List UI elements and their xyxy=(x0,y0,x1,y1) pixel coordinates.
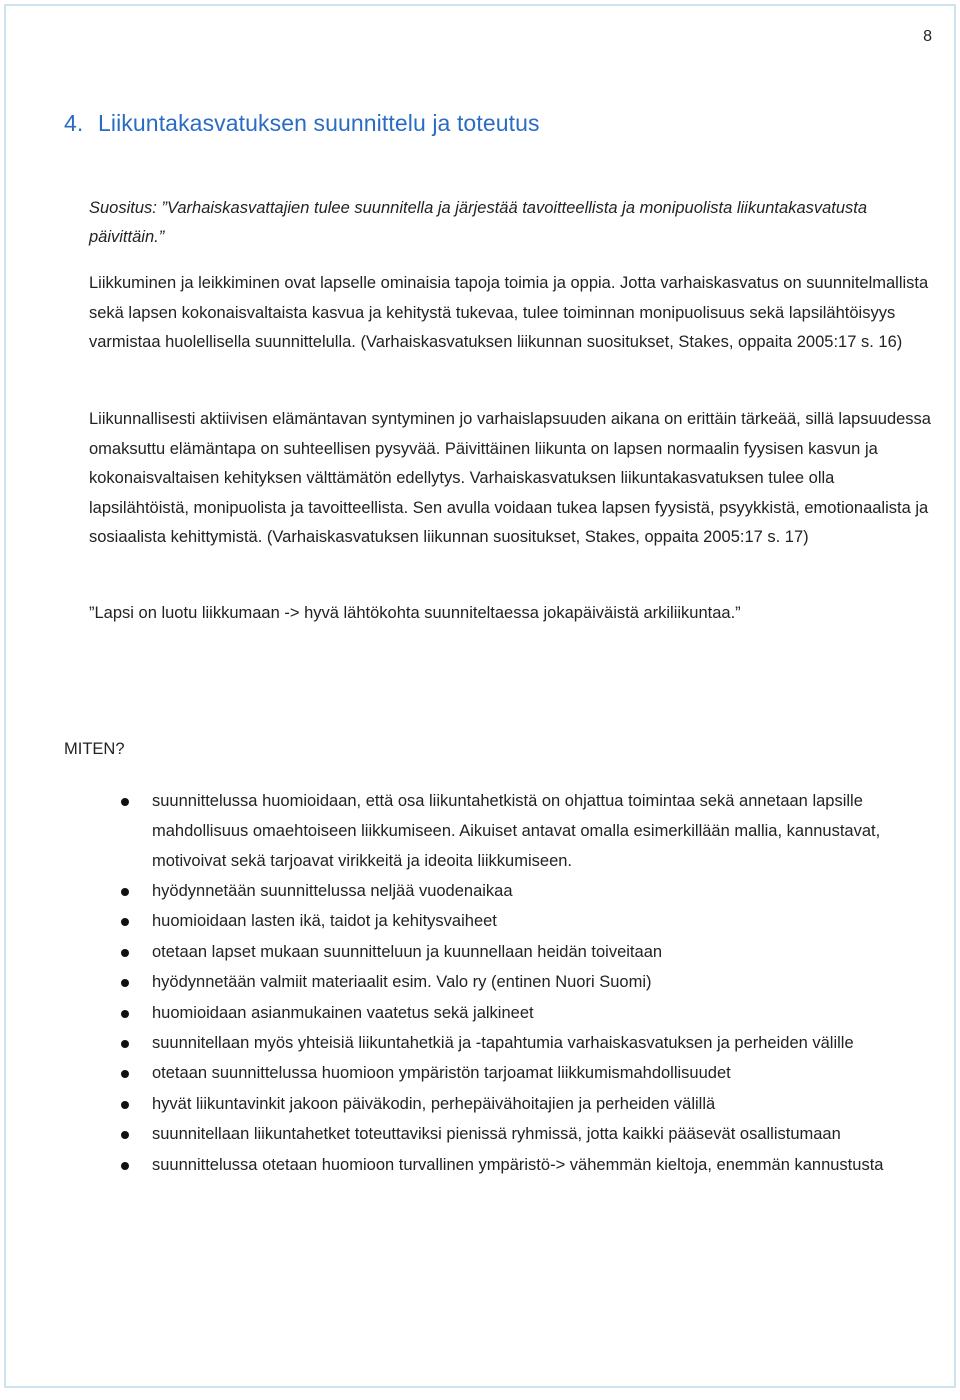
list-item-text: otetaan lapset mukaan suunnitteluun ja kuunnellaan heidän toiveitaan xyxy=(152,942,663,961)
list-item-text: hyödynnetään suunnittelussa neljää vuodenaikaa xyxy=(152,881,513,900)
bullet-icon xyxy=(121,918,129,926)
list-item xyxy=(89,877,934,907)
list-item xyxy=(89,1059,934,1089)
paragraph-1: Liikkuminen ja leikkiminen ovat lapselle ominaisia tapoja toimia ja oppia. Jotta varhaiskasvatus on suunnitelmallista sekä lapsen kokonaisvaltaista kasvua ja kehitystä tukevaa, tulee toiminnan monipuolisuus sekä lapsilähtöisyys varmistaa huolellisella suunnittelulla. (Varhaiskasvatuksen liikunnan suositukset, Stakes, oppaita 2005:17 s. 16) xyxy=(89,274,929,351)
bullet-icon xyxy=(121,1010,129,1018)
list-item xyxy=(89,968,934,998)
bullet-icon xyxy=(121,1131,129,1139)
list-item-text: huomioidaan lasten ikä, taidot ja kehitysvaiheet xyxy=(152,912,497,931)
page-number: 8 xyxy=(923,28,932,45)
bullet-icon xyxy=(121,1101,129,1109)
list-item xyxy=(89,787,934,876)
bullet-list xyxy=(89,787,934,1181)
miten-heading: MITEN? xyxy=(64,740,125,758)
quote-text: ”Lapsi on luotu liikkumaan -> hyvä lähtökohta suunniteltaessa jokapäiväistä arkiliikuntaa.” xyxy=(89,604,741,622)
list-item xyxy=(89,1029,934,1059)
section-heading xyxy=(64,110,540,137)
list-item-text: otetaan suunnittelussa huomioon ympäristön tarjoamat liikkumismahdollisuudet xyxy=(152,1064,731,1083)
list-item-text: suunnitellaan liikuntahetket toteuttaviksi pienissä ryhmissä, jotta kaikki pääsevät osallistumaan xyxy=(152,1125,841,1144)
list-item-text: hyödynnetään valmiit materiaalit esim. Valo ry (entinen Nuori Suomi) xyxy=(152,973,652,992)
bullet-icon xyxy=(121,798,129,806)
list-item-text: huomioidaan asianmukainen vaatetus sekä jalkineet xyxy=(152,1003,534,1022)
bullet-icon xyxy=(121,1162,129,1170)
paragraph-2: Liikunnallisesti aktiivisen elämäntavan syntyminen jo varhaislapsuuden aikana on erittäin tärkeää, sillä lapsuudessa omaksuttu elämäntapa on suhteellisen pysyvää. Päivittäinen liikunta on lapsen normaalin fyysisen kasvun ja kokonaisvaltaisen kehityksen välttämätön edellytys. Varhaiskasvatuksen liikuntakasvatuksen tulee olla lapsilähtöistä, monipuolista ja tavoitteellista. Sen avulla voidaan tukea lapsen fyysistä, psyykkistä, emotionaalista ja sosiaalista kehittymistä. (Varhaiskasvatuksen liikunnan suositukset, Stakes, oppaita 2005:17 s. 17) xyxy=(89,410,931,546)
list-item-text: suunnittelussa otetaan huomioon turvallinen ympäristö-> vähemmän kieltoja, enemmän kannustusta xyxy=(152,1155,884,1174)
list-item xyxy=(89,999,934,1029)
section-number: 4. xyxy=(64,110,84,136)
list-item-text: hyvät liikuntavinkit jakoon päiväkodin, perhepäivähoitajien ja perheiden välillä xyxy=(152,1094,716,1113)
bullet-icon xyxy=(121,1070,129,1078)
section-title: Liikuntakasvatuksen suunnittelu ja toteutus xyxy=(98,110,540,136)
list-item xyxy=(89,1120,934,1150)
bullet-icon xyxy=(121,949,129,957)
bullet-icon xyxy=(121,979,129,987)
bullet-icon xyxy=(121,1040,129,1048)
document-page xyxy=(4,4,956,1388)
list-item-text: suunnittelussa huomioidaan, että osa liikuntahetkistä on ohjattua toimintaa sekä annetaan lapsille mahdollisuus omaehtoiseen liikkumiseen. Aikuiset antavat omalla esimerkillään mallia, kannustavat, motivoivat sekä tarjoavat virikkeitä ja ideoita liikkumiseen. xyxy=(152,792,881,870)
list-item xyxy=(89,1090,934,1120)
bullet-icon xyxy=(121,888,129,896)
recommendation-text: Suositus: ”Varhaiskasvattajien tulee suunnitella ja järjestää tavoitteellista ja monipuolista liikuntakasvatusta päivittäin.” xyxy=(89,199,868,246)
list-item xyxy=(89,1151,934,1181)
list-item-text: suunnitellaan myös yhteisiä liikuntahetkiä ja -tapahtumia varhaiskasvatuksen ja perheiden välille xyxy=(152,1033,854,1052)
list-item xyxy=(89,938,934,968)
list-item xyxy=(89,907,934,937)
